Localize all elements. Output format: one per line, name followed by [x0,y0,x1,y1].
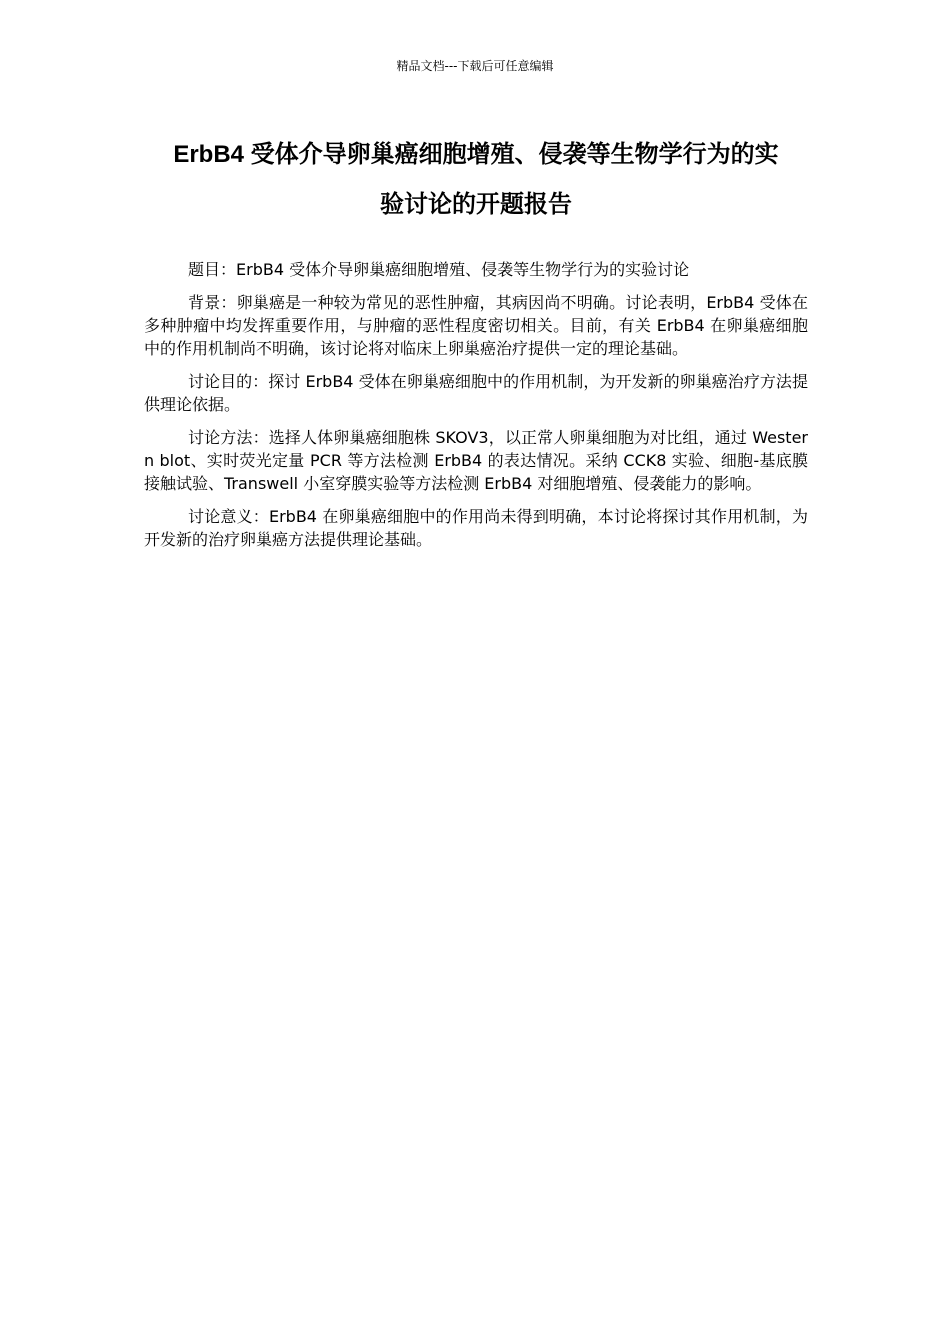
page-header: 精品文档---下载后可任意编辑 [396,59,554,73]
document-title [144,130,808,230]
paragraph-background: 背景：卵巢癌是一种较为常见的恶性肿瘤，其病因尚不明确。讨论表明，ErbB4 受体在多种肿瘤中均发挥重要作用，与肿瘤的恶性程度密切相关。目前，有关 ErbB4 在卵巢癌细胞中的作用机制尚不明确，该讨论将对临床上卵巢癌治疗提供一定的理论基础。 [144,293,808,358]
paragraph-objective: 讨论目的：探讨 ErbB4 受体在卵巢癌细胞中的作用机制，为开发新的卵巢癌治疗方法提供理论依据。 [144,372,808,414]
paragraph-topic: 题目：ErbB4 受体介导卵巢癌细胞增殖、侵袭等生物学行为的实验讨论 [188,260,690,279]
title-line-1: ErbB4 受体介导卵巢癌细胞增殖、侵袭等生物学行为的实 [173,141,779,168]
title-line-2: 验讨论的开题报告 [380,191,572,218]
document-body [144,258,808,561]
paragraph-significance: 讨论意义：ErbB4 在卵巢癌细胞中的作用尚未得到明确，本讨论将探讨其作用机制，为开发新的治疗卵巢癌方法提供理论基础。 [144,507,808,549]
paragraph-methods: 讨论方法：选择人体卵巢癌细胞株 SKOV3，以正常人卵巢细胞为对比组，通过 Western blot、实时荧光定量 PCR 等方法检测 ErbB4 的表达情况。采纳 CCK8 实验、细胞-基底膜接触试验、Transwell 小室穿膜实验等方法检测 ErbB4 对细胞增殖、侵袭能力的影响。 [144,428,808,493]
